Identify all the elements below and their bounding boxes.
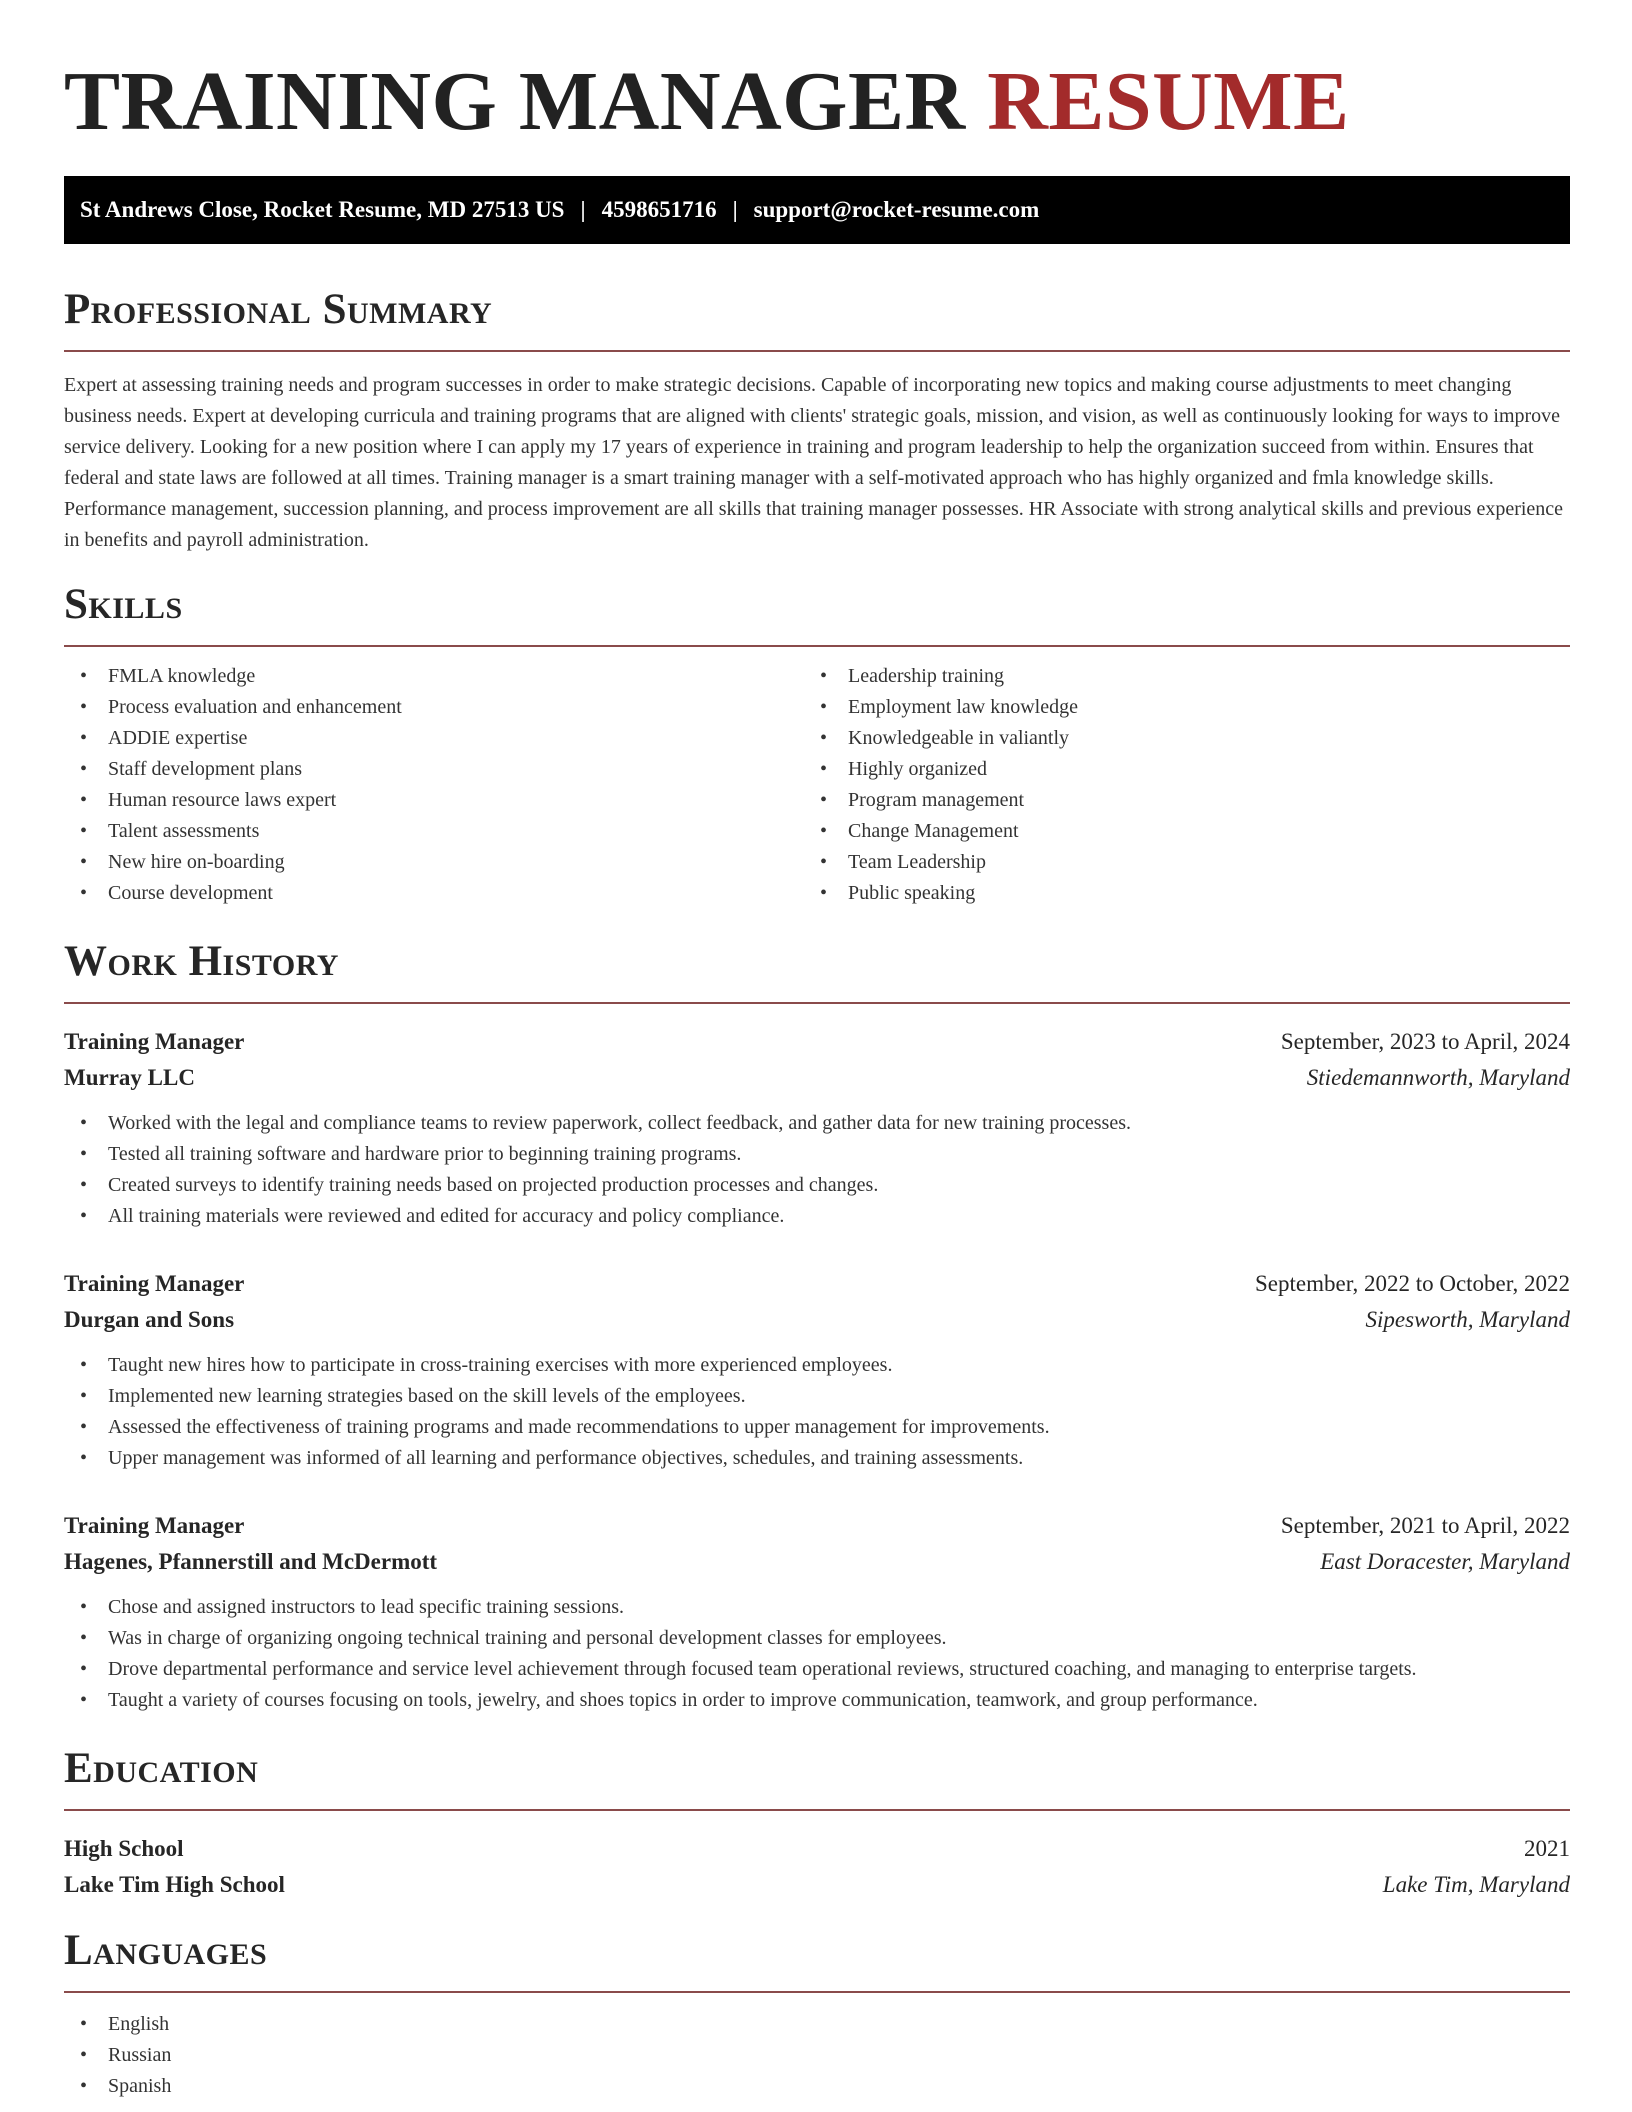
job-dates: September, 2023 to April, 2024 <box>1280 1029 1570 1054</box>
skill-item: • Human resource laws expert <box>64 785 804 816</box>
duty-item: • Chose and assigned instructors to lead specific training sessions. <box>64 1592 1570 1623</box>
skills-section <box>64 573 1570 909</box>
education-heading: Education <box>64 1745 259 1792</box>
duty-item: • Upper management was informed of all learning and performance objectives, schedules, and training assessments. <box>64 1443 1570 1474</box>
bullet-icon: • <box>820 727 828 749</box>
contact-separator: | <box>580 197 586 222</box>
title-accent: RESUME <box>987 55 1350 148</box>
language-item: • English <box>64 2009 1570 2040</box>
duty-item: • Taught new hires how to participate in cross-training exercises with more experienced employees. <box>64 1350 1570 1381</box>
job-location: Stiedemannworth, Maryland <box>1306 1065 1570 1090</box>
bullet-icon: • <box>80 1658 88 1680</box>
bullet-icon: • <box>80 1689 88 1711</box>
bullet-icon: • <box>80 696 88 718</box>
job-entry <box>64 1024 1570 1232</box>
duty-item: • Was in charge of organizing ongoing technical training and personal development classes for employees. <box>64 1623 1570 1654</box>
section-divider <box>64 1991 1570 1993</box>
skill-item: • Employment law knowledge <box>804 692 1544 723</box>
bullet-icon: • <box>80 1174 88 1196</box>
section-divider <box>64 1002 1570 1004</box>
section-divider <box>64 350 1570 352</box>
skill-item: • Program management <box>804 785 1544 816</box>
job-location: East Doracester, Maryland <box>1320 1549 1570 1574</box>
languages-section <box>64 1919 1570 2102</box>
bullet-icon: • <box>820 665 828 687</box>
language-item: • Russian <box>64 2040 1570 2071</box>
bullet-icon: • <box>80 1596 88 1618</box>
job-location: Sipesworth, Maryland <box>1365 1307 1570 1332</box>
language-item: • Spanish <box>64 2071 1570 2102</box>
bullet-icon: • <box>820 851 828 873</box>
skill-item: • Leadership training <box>804 661 1544 692</box>
languages-heading: Languages <box>64 1927 268 1974</box>
job-duties <box>64 1108 1570 1232</box>
contact-phone: 4598651716 <box>601 197 717 222</box>
skill-item: • Public speaking <box>804 878 1544 909</box>
bullet-icon: • <box>80 1385 88 1407</box>
job-company: Hagenes, Pfannerstill and McDermott <box>64 1549 438 1574</box>
job-company: Durgan and Sons <box>64 1307 235 1332</box>
bullet-icon: • <box>80 2075 88 2097</box>
skill-item: • Change Management <box>804 816 1544 847</box>
job-duties <box>64 1350 1570 1474</box>
skills-grid <box>64 661 1570 909</box>
job-dates: September, 2022 to October, 2022 <box>1255 1271 1570 1296</box>
bullet-icon: • <box>820 882 828 904</box>
bullet-icon: • <box>820 789 828 811</box>
duty-item: • Created surveys to identify training needs based on projected production processes and changes. <box>64 1170 1570 1201</box>
title-main: TRAINING MANAGER <box>64 55 966 148</box>
education-year: 2021 <box>1524 1836 1570 1861</box>
bullet-icon: • <box>80 1627 88 1649</box>
work-section <box>64 930 1570 1716</box>
duty-item: • Tested all training software and hardware prior to beginning training programs. <box>64 1139 1570 1170</box>
bullet-icon: • <box>80 1112 88 1134</box>
bullet-icon: • <box>80 1143 88 1165</box>
education-degree: High School <box>64 1836 184 1861</box>
job-entry <box>64 1508 1570 1716</box>
skill-item: • Process evaluation and enhancement <box>64 692 804 723</box>
bullet-icon: • <box>820 758 828 780</box>
skill-item: • Knowledgeable in valiantly <box>804 723 1544 754</box>
education-section <box>64 1737 1570 1903</box>
duty-item: • All training materials were reviewed and edited for accuracy and policy compliance. <box>64 1201 1570 1232</box>
duty-item: • Assessed the effectiveness of training programs and made recommendations to upper management for improvements. <box>64 1412 1570 1443</box>
bullet-icon: • <box>80 851 88 873</box>
skills-heading: Skills <box>64 581 183 628</box>
skill-item: • FMLA knowledge <box>64 661 804 692</box>
skill-item: • ADDIE expertise <box>64 723 804 754</box>
skill-item: • Talent assessments <box>64 816 804 847</box>
languages-list <box>64 2009 1570 2102</box>
education-entry <box>64 1831 1570 1903</box>
skill-item: • Highly organized <box>804 754 1544 785</box>
duty-item: • Taught a variety of courses focusing on tools, jewelry, and shoes topics in order to improve communication, teamwork, and group performance. <box>64 1685 1570 1716</box>
job-title: Training Manager <box>64 1029 245 1054</box>
bullet-icon: • <box>80 789 88 811</box>
skill-item: • New hire on-boarding <box>64 847 804 878</box>
contact-address: St Andrews Close, Rocket Resume, MD 27513 US <box>80 197 565 222</box>
education-school: Lake Tim High School <box>64 1872 285 1897</box>
skill-item: • Course development <box>64 878 804 909</box>
job-duties <box>64 1592 1570 1716</box>
education-location: Lake Tim, Maryland <box>1382 1872 1570 1897</box>
skills-left-list <box>64 661 804 909</box>
skill-item: • Team Leadership <box>804 847 1544 878</box>
bullet-icon: • <box>80 1205 88 1227</box>
job-dates: September, 2021 to April, 2022 <box>1280 1513 1570 1538</box>
bullet-icon: • <box>80 727 88 749</box>
bullet-icon: • <box>80 2013 88 2035</box>
bullet-icon: • <box>80 1447 88 1469</box>
bullet-icon: • <box>80 665 88 687</box>
contact-separator: | <box>732 197 738 222</box>
job-entry <box>64 1266 1570 1474</box>
skill-item: • Staff development plans <box>64 754 804 785</box>
job-company: Murray LLC <box>64 1065 195 1090</box>
bullet-icon: • <box>80 2044 88 2066</box>
summary-section <box>64 278 1570 556</box>
summary-heading: Professional Summary <box>64 286 493 333</box>
bullet-icon: • <box>80 882 88 904</box>
bullet-icon: • <box>80 1354 88 1376</box>
job-title: Training Manager <box>64 1271 245 1296</box>
duty-item: • Worked with the legal and compliance teams to review paperwork, collect feedback, and gather data for new training processes. <box>64 1108 1570 1139</box>
summary-text: Expert at assessing training needs and program successes in order to make strategic decisions. Capable of incorporating new topics and making course adjustments to meet changing business needs. Expert at developing curricula and training programs that are aligned with clients' strategic goals, mission, and vision, as well as continuously looking for ways to improve service delivery. Looking for a new position where I can apply my 17 years of experience in training and program leadership to help the organization succeed from within. Ensures that federal and state laws are followed at all times. Training manager is a smart training manager with a self-motivated approach who has highly organized and fmla knowledge skills. Performance management, succession planning, and process improvement are all skills that training manager possesses. HR Associate with strong analytical skills and previous experience in benefits and payroll administration. <box>64 374 1564 551</box>
skills-right-list <box>804 661 1544 909</box>
work-heading: Work History <box>64 938 339 985</box>
section-divider <box>64 1809 1570 1811</box>
bullet-icon: • <box>820 696 828 718</box>
bullet-icon: • <box>80 758 88 780</box>
duty-item: • Drove departmental performance and service level achievement through focused team operational reviews, structured coaching, and managing to enterprise targets. <box>64 1654 1570 1685</box>
bullet-icon: • <box>80 820 88 842</box>
duty-item: • Implemented new learning strategies based on the skill levels of the employees. <box>64 1381 1570 1412</box>
resume-title <box>64 52 1350 153</box>
bullet-icon: • <box>80 1416 88 1438</box>
contact-email: support@rocket-resume.com <box>753 197 1040 222</box>
contact-bar <box>64 176 1570 244</box>
job-title: Training Manager <box>64 1513 245 1538</box>
section-divider <box>64 645 1570 647</box>
bullet-icon: • <box>820 820 828 842</box>
